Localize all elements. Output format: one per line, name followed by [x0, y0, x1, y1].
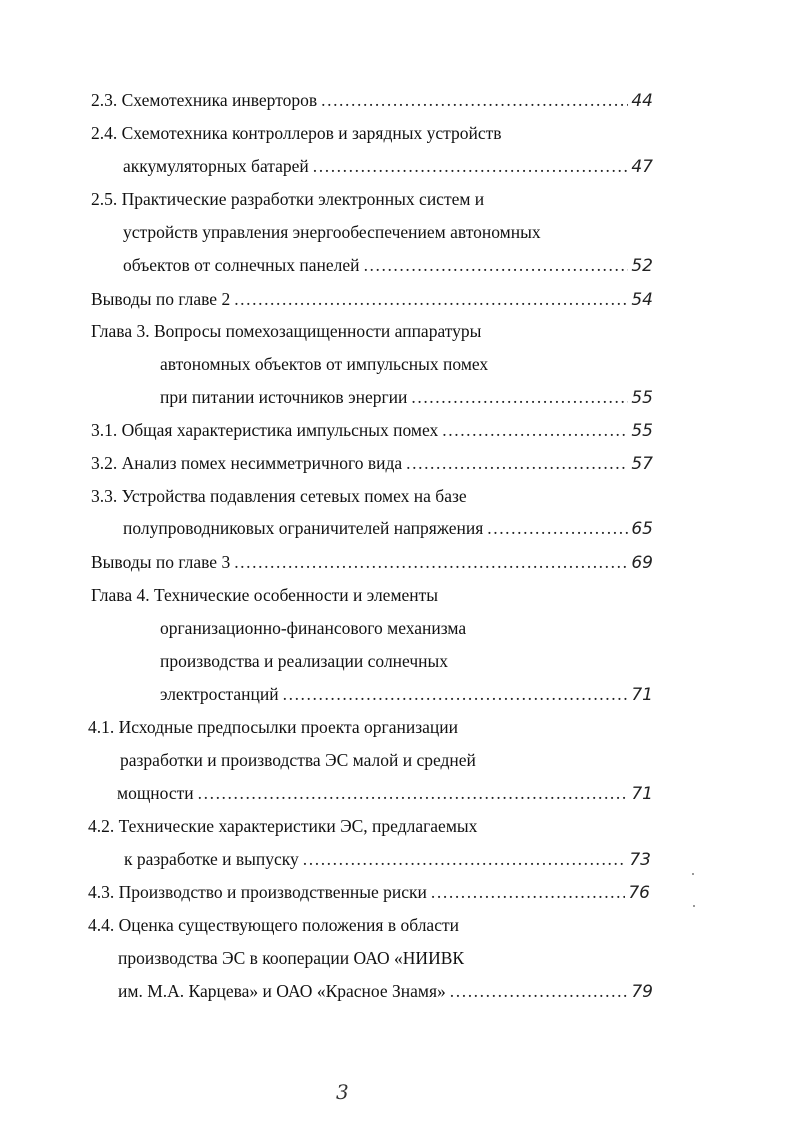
toc-entry-heading: 4.1. Исходные предпосылки проекта организации	[88, 717, 458, 737]
toc-entry	[123, 516, 653, 541]
toc-entry-heading: 2.5. Практические разработки электронных систем и	[91, 189, 485, 209]
toc-entry-continuation: организационно-финансового механизма	[160, 618, 467, 638]
toc-entry	[91, 418, 653, 443]
toc-entry-heading: 2.4. Схемотехника контроллеров и зарядных устройств	[91, 123, 502, 143]
toc-entry-continuation: автономных объектов от импульсных помех	[160, 354, 489, 374]
leader-dots	[407, 385, 628, 409]
toc-entry-text: Выводы по главе 2	[91, 289, 231, 309]
toc-entry-text: объектов от солнечных панелей	[123, 255, 360, 275]
leader-dots	[230, 287, 628, 311]
toc-entry-continuation: разработки и производства ЭС малой и средней	[120, 750, 476, 770]
toc-page-number: 79	[631, 982, 653, 1002]
toc-page-number: 76	[628, 883, 650, 903]
leader-dots	[230, 550, 628, 574]
toc-entry	[91, 287, 653, 312]
leader-dots	[309, 154, 628, 178]
toc-page-number: 71	[631, 784, 653, 804]
toc-entry-continuation: производства и реализации солнечных	[160, 651, 449, 671]
toc-entry-text: 2.3. Схемотехника инверторов	[91, 90, 318, 110]
toc-entry-text: 4.3. Производство и производственные риски	[88, 882, 427, 902]
leader-dots	[317, 88, 628, 112]
toc-entry-heading: 4.2. Технические характеристики ЭС, предлагаемых	[88, 816, 478, 836]
leader-dots	[427, 880, 625, 904]
scan-speck	[692, 873, 694, 875]
page-number: 3	[336, 1080, 349, 1104]
toc-entry-text: полупроводниковых ограничителей напряжения	[123, 518, 484, 538]
toc-entry	[118, 979, 653, 1004]
toc-entry-heading: 4.4. Оценка существующего положения в области	[88, 915, 459, 935]
toc-entry-continuation: устройств управления энергообеспечением автономных	[123, 222, 541, 242]
toc-entry-text: 3.2. Анализ помех несимметричного вида	[91, 453, 403, 473]
toc-entry-text: аккумуляторных батарей	[123, 156, 309, 176]
toc-entry	[88, 880, 650, 905]
toc-entry-text: им. М.А. Карцева» и ОАО «Красное Знамя»	[118, 981, 446, 1001]
toc-entry-text: к разработке и выпуску	[124, 849, 299, 869]
toc-entry	[117, 781, 653, 806]
leader-dots	[279, 682, 628, 706]
toc-page-number: 55	[631, 421, 653, 441]
toc-page-number: 44	[631, 91, 653, 111]
scan-speck	[693, 905, 695, 907]
toc-entry	[91, 88, 653, 113]
toc-entry-continuation: производства ЭС в кооперации ОАО «НИИВК	[118, 948, 465, 968]
leader-dots	[360, 253, 628, 277]
toc-entry-text: 3.1. Общая характеристика импульсных помех	[91, 420, 439, 440]
leader-dots	[483, 516, 628, 540]
leader-dots	[446, 979, 628, 1003]
toc-entry	[91, 451, 653, 476]
toc-page-number: 47	[631, 157, 653, 177]
leader-dots	[402, 451, 628, 475]
toc-page-number: 73	[629, 850, 651, 870]
toc-page-number: 69	[631, 553, 653, 573]
leader-dots	[194, 781, 628, 805]
toc-page-number: 57	[631, 454, 653, 474]
leader-dots	[299, 847, 626, 871]
toc-entry	[124, 847, 651, 872]
toc-entry	[123, 154, 653, 179]
toc-page-number: 65	[631, 519, 653, 539]
toc-entry-text: при питании источников энергии	[160, 387, 408, 407]
toc-page-number: 52	[631, 256, 653, 276]
leader-dots	[438, 418, 628, 442]
toc-entry	[160, 385, 653, 410]
toc-entry-text: Выводы по главе 3	[91, 552, 231, 572]
toc-entry-text: мощности	[117, 783, 194, 803]
toc-page-number: 71	[631, 685, 653, 705]
toc-entry-text: электростанций	[160, 684, 279, 704]
toc-chapter-heading: Глава 3. Вопросы помехозащищенности аппаратуры	[91, 321, 482, 341]
toc-page-number: 55	[631, 388, 653, 408]
toc-chapter-heading: Глава 4. Технические особенности и элементы	[91, 585, 439, 605]
toc-entry-heading: 3.3. Устройства подавления сетевых помех на базе	[91, 486, 467, 506]
toc-page-number: 54	[631, 290, 653, 310]
toc-entry	[160, 682, 653, 707]
toc-entry	[123, 253, 653, 278]
toc-entry	[91, 550, 653, 575]
